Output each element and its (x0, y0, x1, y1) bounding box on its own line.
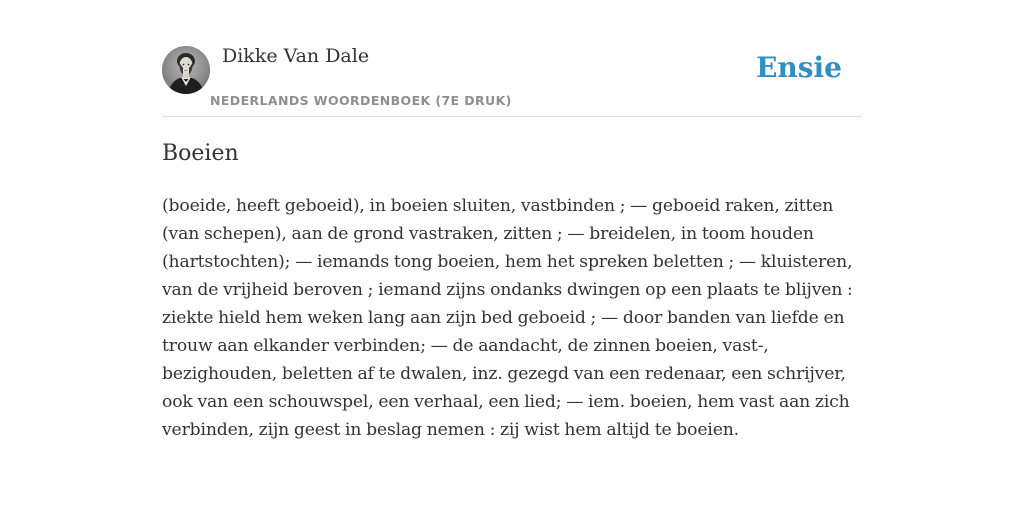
definition-line: van de vrijheid beroven ; iemand zijns ondanks dwingen op een plaats te blijven : (162, 280, 853, 300)
definition-line: (van schepen), aan de grond vastraken, zitten ; — breidelen, in toom houden (162, 224, 814, 244)
entry-definition (162, 192, 864, 444)
entry-header (162, 0, 862, 117)
definition-line: ziekte hield hem weken lang aan zijn bed geboeid ; — door banden van liefde en (162, 308, 845, 328)
definition-line: trouw aan elkander verbinden; — de aandacht, de zinnen boeien, vast-, (162, 336, 769, 356)
brand-logo[interactable]: Ensie (756, 51, 842, 84)
entry-card (162, 0, 862, 512)
author-avatar[interactable] (162, 46, 210, 94)
definition-line: verbinden, zijn geest in beslag nemen : zij wist hem altijd te boeien. (162, 420, 739, 440)
author-name[interactable]: Dikke Van Dale (222, 45, 370, 67)
author-portrait-icon (162, 46, 210, 94)
definition-line: bezighouden, beletten af te dwalen, inz. gezegd van een redenaar, een schrijver, (162, 364, 846, 384)
entry-title: Boeien (162, 141, 239, 166)
definition-line: (hartstochten); — iemands tong boeien, hem het spreken beletten ; — kluisteren, (162, 252, 853, 272)
source-label[interactable]: NEDERLANDS WOORDENBOEK (7E DRUK) (210, 93, 512, 108)
definition-line: ook van een schouwspel, een verhaal, een lied; — iem. boeien, hem vast aan zich (162, 392, 850, 412)
definition-line: (boeide, heeft geboeid), in boeien sluiten, vastbinden ; — geboeid raken, zitten (162, 196, 834, 216)
